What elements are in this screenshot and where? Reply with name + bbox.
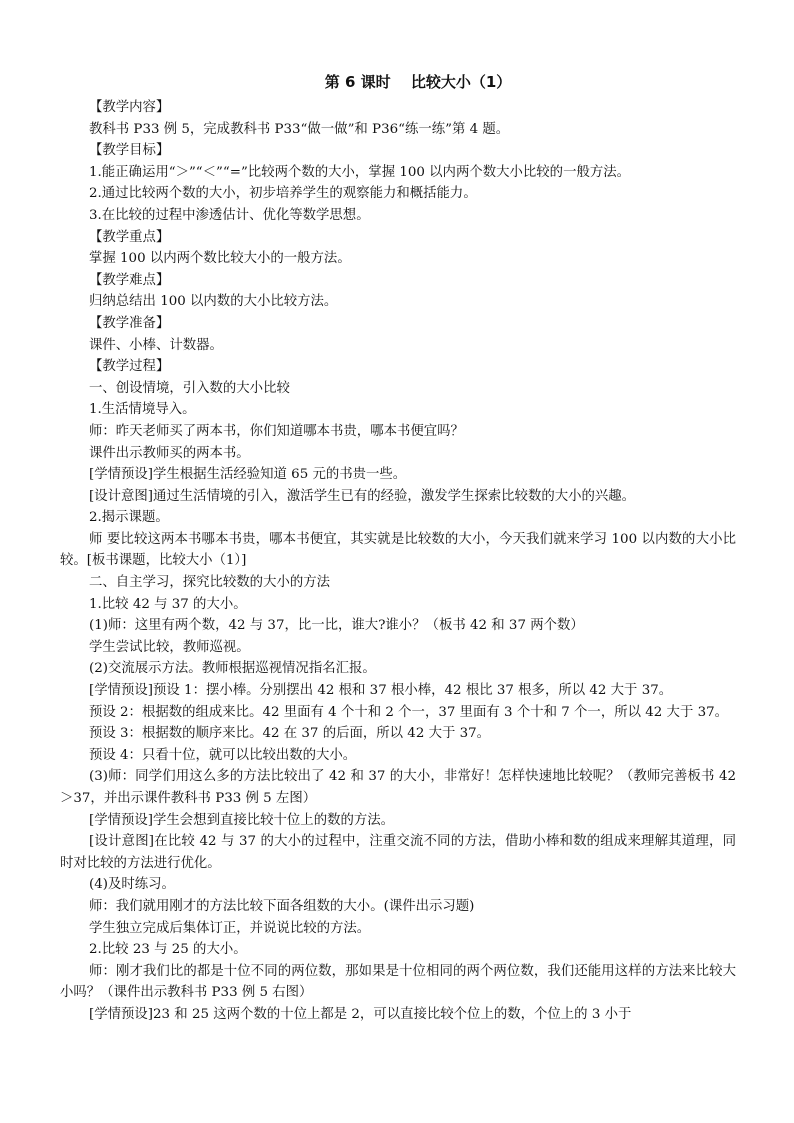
paragraph: 学生独立完成后集体订正，并说说比较的方法。 [89, 920, 371, 936]
paragraph: 师：昨天老师买了两本书，你们知道哪本书贵，哪本书便宜吗？ [89, 423, 464, 439]
paragraph: 师 要比较这两本书哪本书贵，哪本书便宜，其实就是比较数的大小，今天我们就来学习 100 以内数的大小比较。[板书课题，比较大小（1）] [60, 531, 736, 569]
paragraph: (4)及时练习。 [89, 877, 175, 893]
paragraph: 1.能正确运用“＞”“＜”“=”比较两个数的大小，掌握 100 以内两个数大小比较的一般方法。 [89, 164, 631, 180]
page-title: 第 6 课时 比较大小（1） [324, 73, 512, 91]
paragraph: 一、创设情境，引入数的大小比较 [89, 380, 290, 396]
paragraph: 【教学重点】 [89, 229, 170, 245]
paragraph: 【教学过程】 [89, 359, 170, 375]
paragraph: [设计意图]通过生活情境的引入，激活学生已有的经验，激发学生探索比较数的大小的兴趣。 [89, 488, 636, 504]
paragraph: [学情预设]23 和 25 这两个数的十位上都是 2，可以直接比较个位上的数，个位上的 3 小于 [89, 1006, 632, 1022]
paragraph: 归纳总结出 100 以内数的大小比较方法。 [89, 294, 338, 310]
paragraph: 1.生活情境导入。 [89, 402, 196, 418]
paragraph: [学情预设]学生会想到直接比较十位上的数的方法。 [89, 812, 395, 828]
paragraph: [学情预设]预设 1：摆小棒。分别摆出 42 根和 37 根小棒，42 根比 37 根多，所以 42 大于 37。 [89, 683, 673, 699]
paragraph: 预设 3：根据数的顺序来比。42 在 37 的后面，所以 42 大于 37。 [89, 726, 491, 742]
paragraph: [设计意图]在比较 42 与 37 的大小的过程中，注重交流不同的方法，借助小棒和数的组成来理解其道理，同时对比较的方法进行优化。 [60, 834, 736, 871]
paragraph: (2)交流展示方法。教师根据巡视情况指名汇报。 [89, 661, 376, 677]
document-page [60, 72, 736, 1026]
paragraph: 学生尝试比较，教师巡视。 [89, 639, 250, 655]
paragraph: 掌握 100 以内两个数比较大小的一般方法。 [89, 251, 351, 267]
paragraph: 【教学准备】 [89, 315, 170, 331]
paragraph: 2.揭示课题。 [89, 510, 169, 526]
paragraph: 2.通过比较两个数的大小，初步培养学生的观察能力和概括能力。 [89, 186, 477, 202]
paragraph: 课件出示教师买的两本书。 [89, 445, 250, 461]
paragraph: 3.在比较的过程中渗透估计、优化等数学思想。 [89, 207, 370, 223]
paragraph: 预设 4：只看十位，就可以比较出数的大小。 [89, 747, 357, 763]
paragraph: 教科书 P33 例 5，完成教科书 P33“做一做”和 P36“练一练”第 4 题。 [89, 121, 510, 137]
paragraph: 课件、小棒、计数器。 [89, 337, 223, 353]
paragraph: 2.比较 23 与 25 的大小。 [89, 942, 247, 958]
paragraph: 预设 2：根据数的组成来比。42 里面有 4 个十和 2 个一，37 里面有 3 个十和 7 个一，所以 42 大于 37。 [89, 704, 729, 720]
paragraph: 1.比较 42 与 37 的大小。 [89, 596, 247, 612]
paragraph: 【教学内容】 [89, 100, 170, 115]
document-body [60, 97, 736, 1026]
paragraph: 师：我们就用刚才的方法比较下面各组数的大小。(课件出示习题) [89, 898, 475, 914]
paragraph: 二、自主学习，探究比较数的大小的方法 [89, 575, 331, 591]
paragraph: 师：刚才我们比的都是十位不同的两位数，那如果是十位相同的两个两位数，我们还能用这样的方法来比较大小吗？（课件出示教科书 P33 例 5 右图） [60, 963, 736, 1001]
paragraph: 【教学难点】 [89, 272, 170, 288]
paragraph: (3)师：同学们用这么多的方法比较出了 42 和 37 的大小，非常好！怎样快速地比较呢？（教师完善板书 42＞37，并出示课件教科书 P33 例 5 左图） [60, 769, 736, 806]
paragraph: 【教学目标】 [89, 143, 170, 159]
paragraph: (1)师：这里有两个数，42 与 37，比一比，谁大?谁小？（板书 42 和 37 两个数） [89, 618, 584, 634]
paragraph: [学情预设]学生根据生活经验知道 65 元的书贵一些。 [89, 467, 407, 483]
